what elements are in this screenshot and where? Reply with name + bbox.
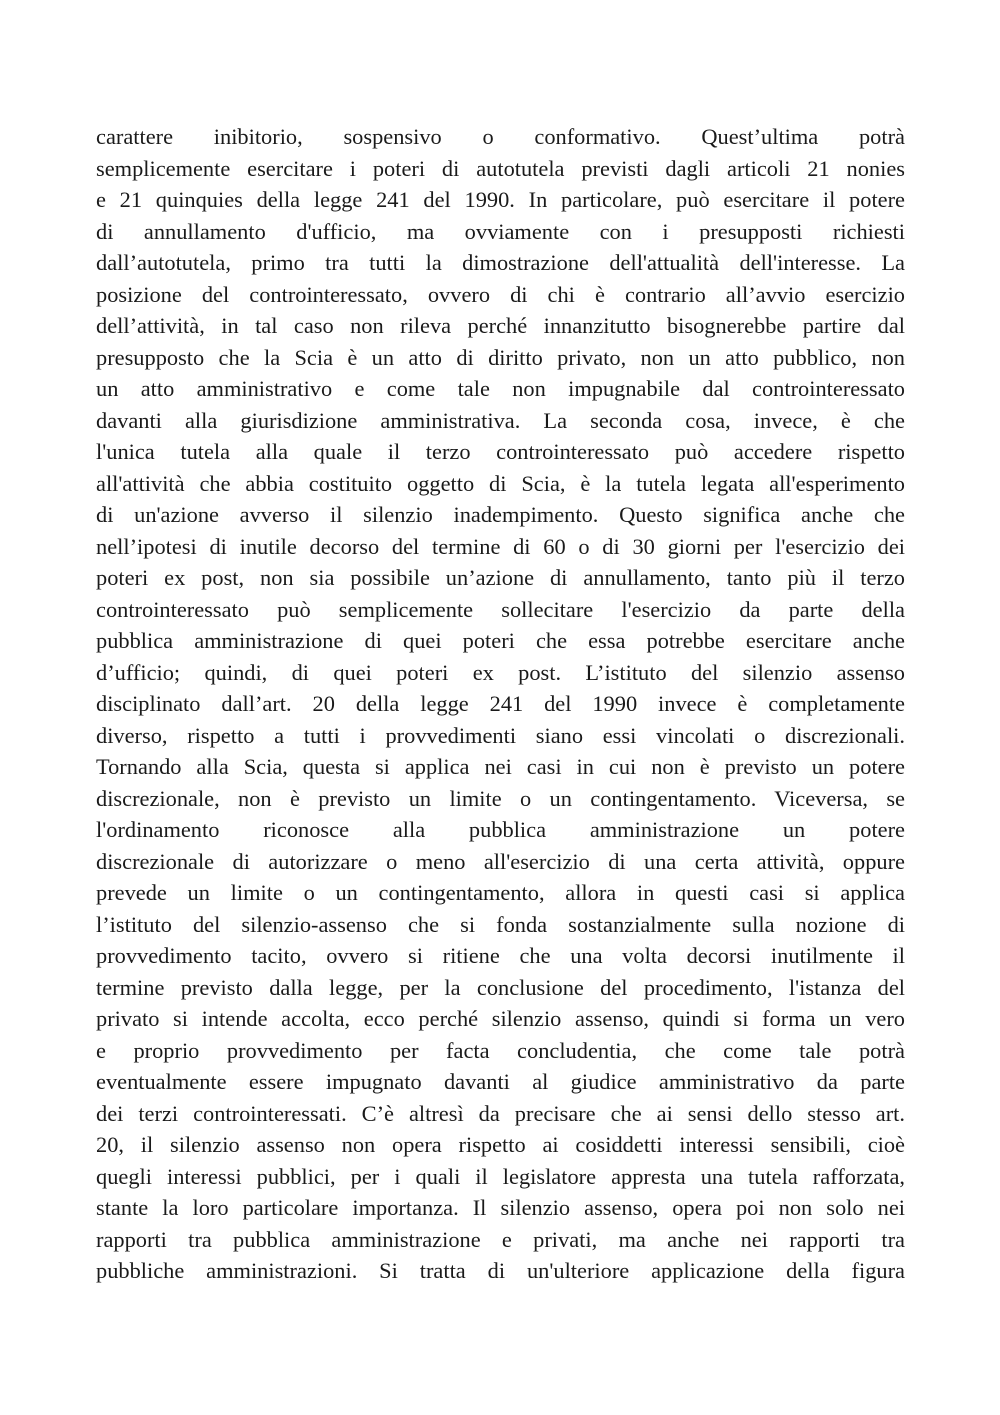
text-line: poteri ex post, non sia possibile un’azione di annullamento, tanto più il terzo bbox=[96, 565, 905, 590]
text-line: discrezionale di autorizzare o meno all'esercizio di una certa attività, oppure bbox=[96, 848, 905, 874]
text-line: semplicemente esercitare i poteri di autotutela previsti dagli articoli 21 nonies bbox=[96, 155, 905, 181]
text-line: posizione del controinteressato, ovvero di chi è contrario all’avvio esercizio bbox=[96, 281, 905, 307]
text-line: 20, il silenzio assenso non opera rispetto ai cosiddetti interessi sensibili, cioè bbox=[96, 1132, 905, 1157]
body-paragraph bbox=[96, 121, 905, 1287]
text-line: dei terzi controinteressati. C’è altresì da precisare che ai sensi dello stesso art. bbox=[96, 1100, 905, 1126]
text-line: carattere inibitorio, sospensivo o conformativo. Quest’ultima potrà bbox=[96, 124, 905, 149]
text-line: un atto amministrativo e come tale non impugnabile dal controinteressato bbox=[96, 376, 905, 401]
text-line: Tornando alla Scia, questa si applica nei casi in cui non è previsto un potere bbox=[96, 754, 905, 779]
text-line: e 21 quinquies della legge 241 del 1990. In particolare, può esercitare il potere bbox=[96, 187, 905, 212]
text-line: l'unica tutela alla quale il terzo controinteressato può accedere rispetto bbox=[96, 439, 905, 464]
text-line: all'attività che abbia costituito oggetto di Scia, è la tutela legata all'esperimento bbox=[96, 470, 905, 496]
text-line: dall’autotutela, primo tra tutti la dimostrazione dell'attualità dell'interesse. La bbox=[96, 250, 905, 275]
text-line: di annullamento d'ufficio, ma ovviamente con i presupposti richiesti bbox=[96, 218, 905, 244]
text-line: diverso, rispetto a tutti i provvedimenti siano essi vincolati o discrezionali. bbox=[96, 722, 905, 748]
text-line: di un'azione avverso il silenzio inadempimento. Questo significa anche che bbox=[96, 502, 905, 527]
document-page bbox=[96, 121, 905, 1287]
text-line: provvedimento tacito, ovvero si ritiene che una volta decorsi inutilmente il bbox=[96, 943, 905, 968]
text-line: presupposto che la Scia è un atto di diritto privato, non un atto pubblico, non bbox=[96, 344, 905, 370]
text-line: davanti alla giurisdizione amministrativa. La seconda cosa, invece, è che bbox=[96, 407, 905, 433]
text-line: e proprio provvedimento per facta concludentia, che come tale potrà bbox=[96, 1037, 905, 1063]
text-line: pubbliche amministrazioni. Si tratta di un'ulteriore applicazione della figura bbox=[96, 1258, 905, 1283]
text-line: prevede un limite o un contingentamento, allora in questi casi si applica bbox=[96, 880, 905, 905]
text-line: nell’ipotesi di inutile decorso del termine di 60 o di 30 giorni per l'esercizio dei bbox=[96, 533, 905, 559]
text-line: privato si intende accolta, ecco perché silenzio assenso, quindi si forma un vero bbox=[96, 1006, 905, 1031]
text-line: l'ordinamento riconosce alla pubblica amministrazione un potere bbox=[96, 817, 905, 842]
text-line: dell’attività, in tal caso non rileva perché innanzitutto bisognerebbe partire dal bbox=[96, 313, 905, 338]
text-line: rapporti tra pubblica amministrazione e privati, ma anche nei rapporti tra bbox=[96, 1226, 905, 1252]
text-line: quegli interessi pubblici, per i quali il legislatore appresta una tutela rafforzata, bbox=[96, 1163, 905, 1189]
text-line: stante la loro particolare importanza. Il silenzio assenso, opera poi non solo nei bbox=[96, 1195, 905, 1220]
text-line: termine previsto dalla legge, per la conclusione del procedimento, l'istanza del bbox=[96, 974, 905, 1000]
text-line: eventualmente essere impugnato davanti al giudice amministrativo da parte bbox=[96, 1069, 905, 1094]
text-line: discrezionale, non è previsto un limite o un contingentamento. Viceversa, se bbox=[96, 785, 905, 811]
text-line: d’ufficio; quindi, di quei poteri ex post. L’istituto del silenzio assenso bbox=[96, 659, 905, 685]
text-line: controinteressato può semplicemente sollecitare l'esercizio da parte della bbox=[96, 596, 905, 622]
text-line: l’istituto del silenzio-assenso che si fonda sostanzialmente sulla nozione di bbox=[96, 911, 905, 937]
text-line: disciplinato dall’art. 20 della legge 241 del 1990 invece è completamente bbox=[96, 691, 905, 716]
text-line: pubblica amministrazione di quei poteri che essa potrebbe esercitare anche bbox=[96, 628, 905, 653]
